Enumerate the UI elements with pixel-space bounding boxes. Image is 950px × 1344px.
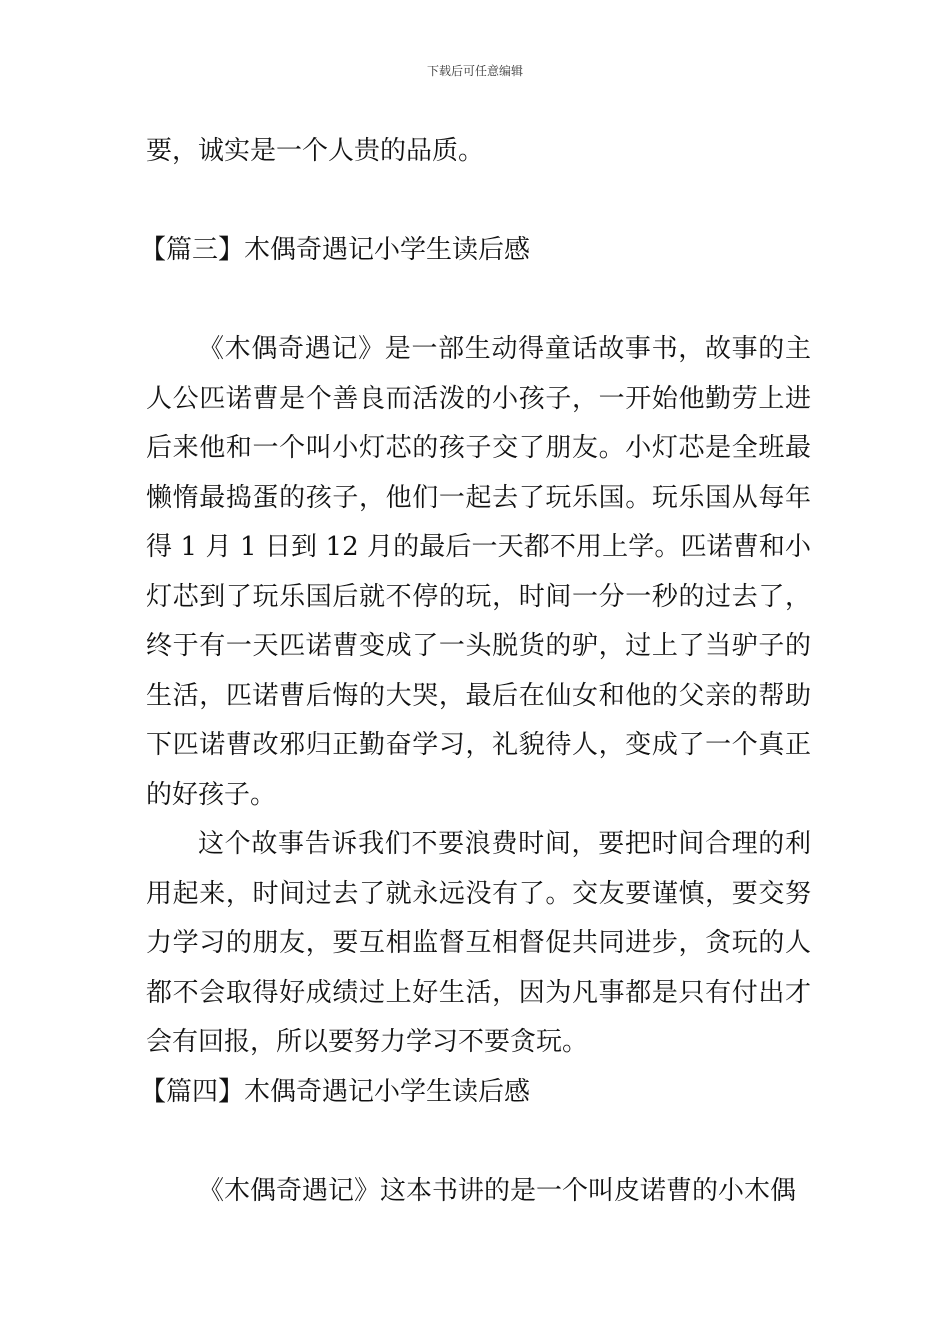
- spacer: [146, 276, 811, 326]
- spacer: [146, 177, 811, 227]
- paragraph-3-1: 《木偶奇遇记》是一部生动得童话故事书，故事的主人公匹诺曹是个善良而活泼的小孩子，一开始他勤劳上进后来他和一个叫小灯芯的孩子交了朋友。小灯芯是全班最懒惰最捣蛋的孩子，他们一起去了玩乐国。玩乐国从每年得 1 月 1 日到 12 月的最后一天都不用上学。匹诺曹和小灯芯到了玩乐国后就不停的玩，时间一分一秒的过去了，终于有一天匹诺曹变成了一头脱货的驴，过上了当驴子的生活，匹诺曹后悔的大哭，最后在仙女和他的父亲的帮助下匹诺曹改邪归正勤奋学习，礼貌待人，变成了一个真正的好孩子。: [146, 334, 811, 810]
- section-heading-3: 【篇三】木偶奇遇记小学生读后感: [140, 235, 531, 265]
- document-body: [140, 127, 811, 1216]
- paragraph-intro-tail: 要，诚实是一个人贵的品质。: [146, 136, 485, 166]
- spacer: [146, 1117, 811, 1167]
- paragraph-4-1: 《木偶奇遇记》这本书讲的是一个叫皮诺曹的小木偶: [198, 1175, 797, 1206]
- section-heading-4: 【篇四】木偶奇遇记小学生读后感: [140, 1076, 531, 1107]
- page-header: 下载后可任意编辑: [426, 64, 523, 78]
- paragraph-3-2: 这个故事告诉我们不要浪费时间，要把时间合理的利用起来，时间过去了就永远没有了。交友要谨慎，要交努力学习的朋友，要互相监督互相督促共同进步，贪玩的人都不会取得好成绩过上好生活，因为凡事都是只有付出才会有回报，所以要努力学习不要贪玩。: [146, 829, 811, 1057]
